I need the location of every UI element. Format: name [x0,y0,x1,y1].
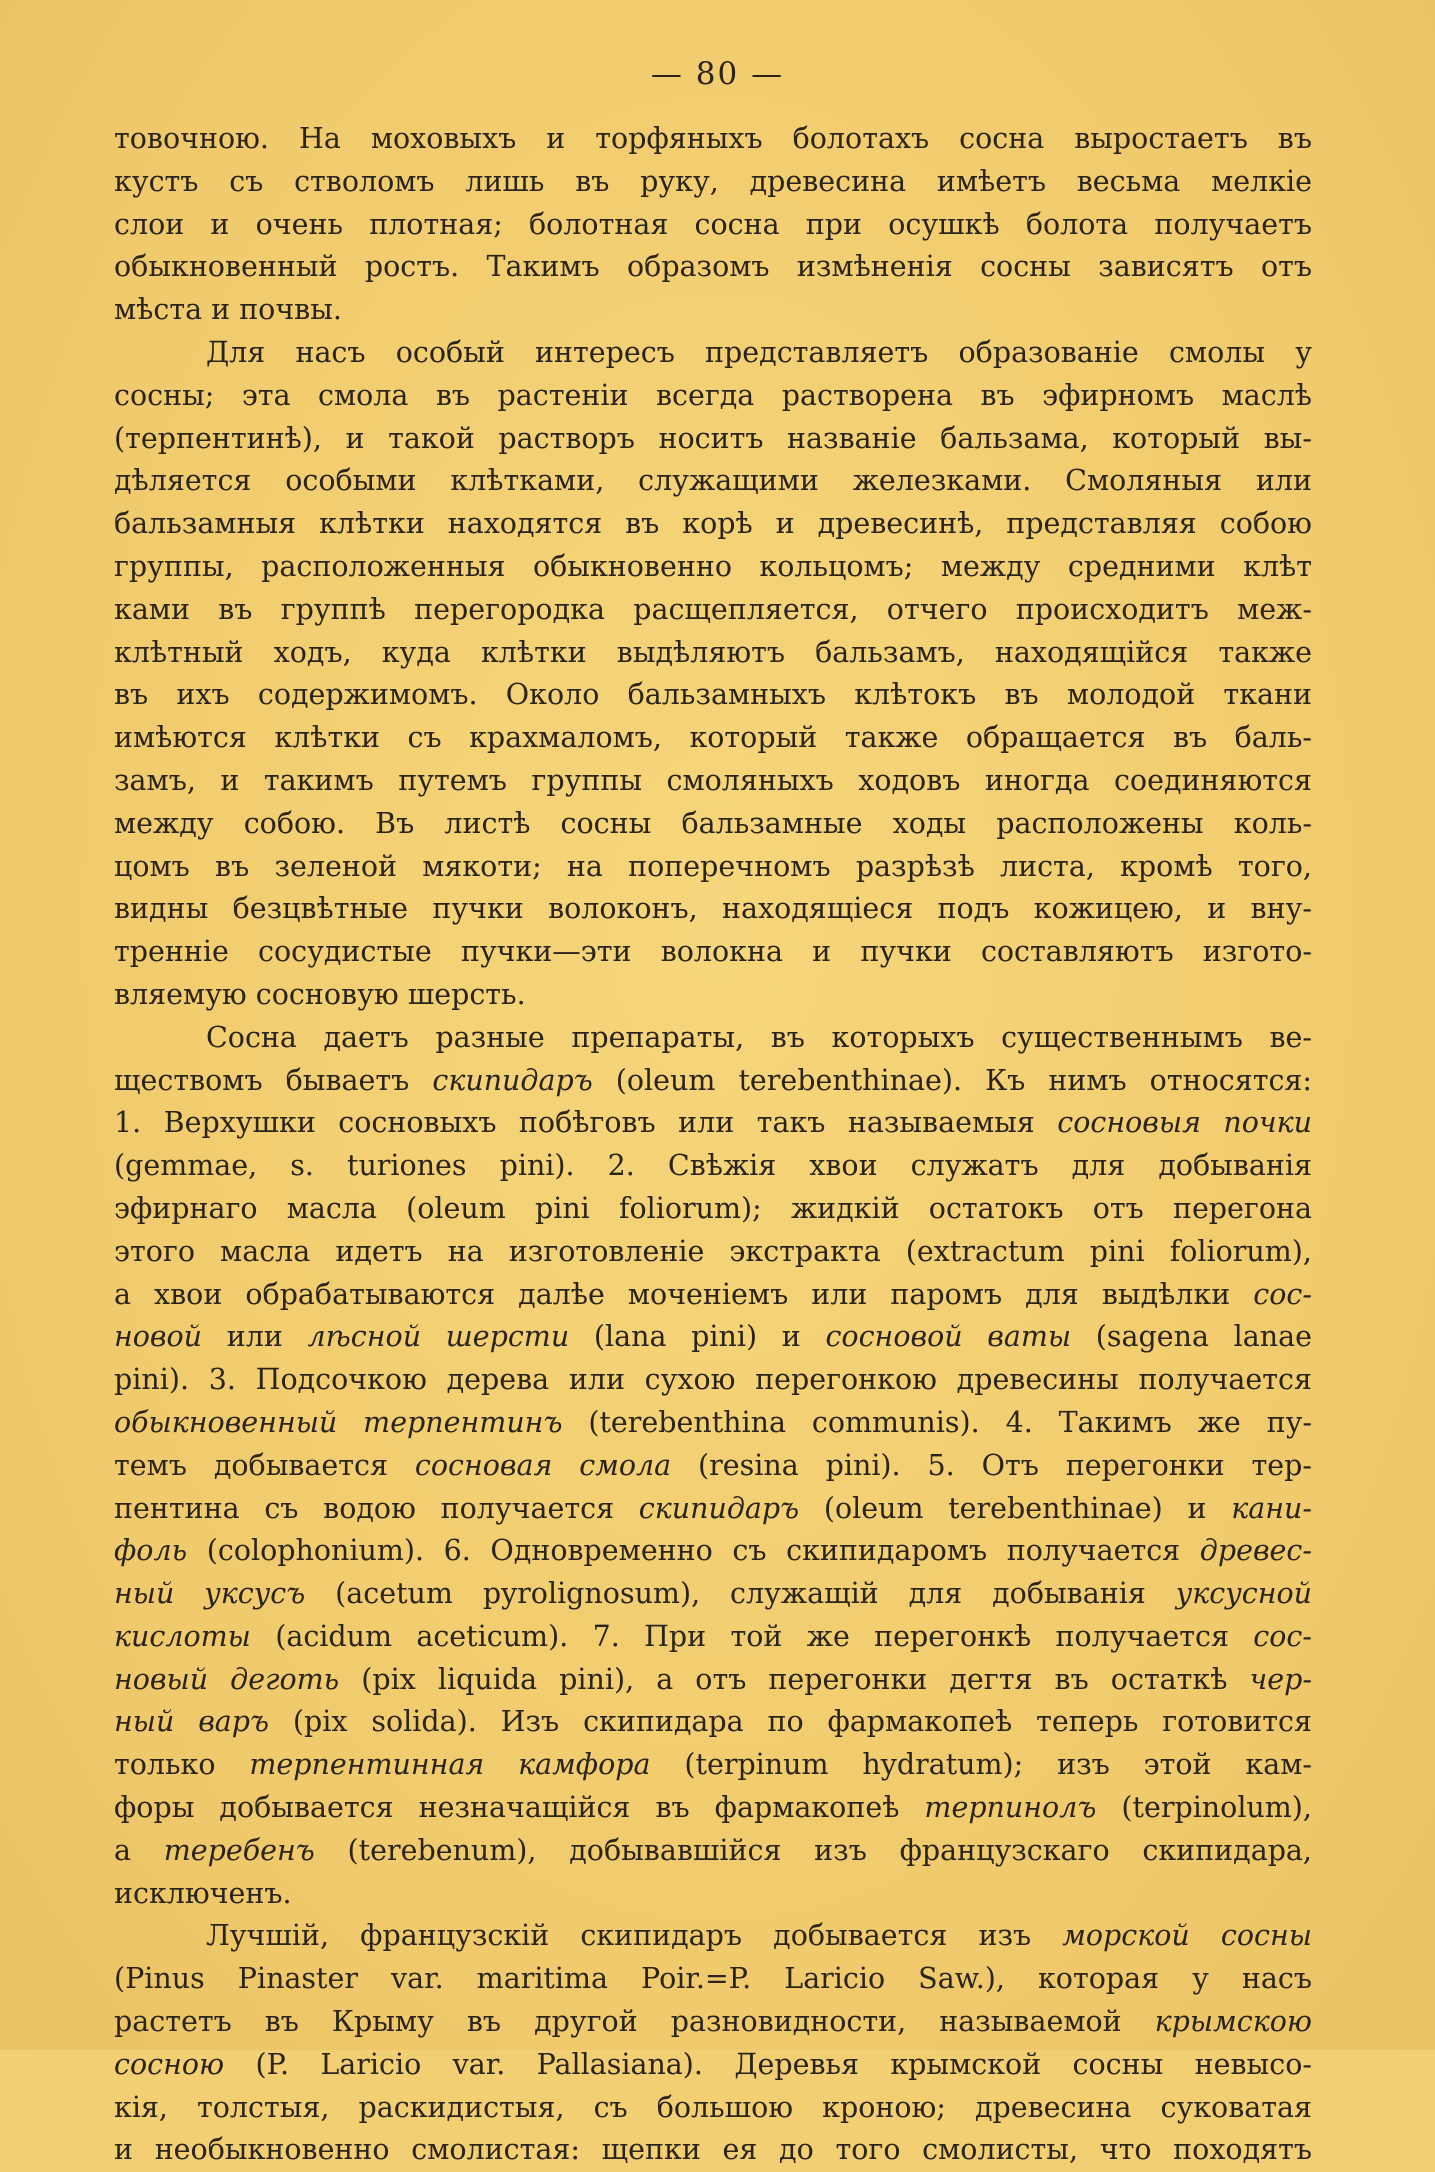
text-line [114,974,1312,1017]
text-line [114,246,1312,289]
text-run: дѣляется особыми клѣтками, служащими железками. Смоляныя или [114,464,1312,498]
text-line [114,1787,1312,1830]
italic-term: сосновыя почки [1057,1106,1312,1140]
text-line [114,1659,1312,1702]
italic-term: крымскою [1154,2005,1312,2039]
text-line [114,674,1312,717]
text-line [114,2044,1312,2087]
text-run: мѣста и почвы. [114,293,342,327]
text-run: (acidum aceticum). 7. При той же перегонкѣ получается [250,1619,1254,1653]
text-run: въ ихъ содержимомъ. Около бальзамныхъ клѣтокъ въ молодой ткани [114,678,1312,712]
text-line [114,1958,1312,2001]
text-line [114,1530,1312,1573]
text-line [114,931,1312,974]
italic-term: ный варъ [114,1705,270,1739]
text-line [114,418,1312,461]
text-run: видны безцвѣтные пучки волоконъ, находящіеся подъ кожицею, и вну- [114,892,1312,926]
text-line [114,375,1312,418]
text-line [114,2087,1312,2130]
text-run: эфирнаго масла (oleum pini foliorum); жидкій остатокъ отъ перегона [114,1191,1312,1225]
text-line [114,460,1312,503]
italic-term: обыкновенный терпентинъ [114,1405,563,1439]
text-line [114,1445,1312,1488]
text-line [114,1188,1312,1231]
text-line [114,1231,1312,1274]
text-run: исключенъ. [114,1876,292,1910]
italic-term: теребенъ [163,1833,315,1867]
text-run: Для насъ особый интересъ представляетъ образованіе смолы у [206,335,1312,369]
text-line [114,632,1312,675]
text-run: или [202,1320,308,1354]
text-line [114,1915,1312,1958]
text-run: темъ добывается [114,1448,415,1482]
text-line [114,1017,1312,1060]
text-line [114,2001,1312,2044]
page-number: — 80 — [650,56,785,92]
text-line [114,1573,1312,1616]
text-line [114,161,1312,204]
italic-term: сос- [1253,1277,1312,1311]
italic-term: кислоты [114,1619,251,1653]
italic-term: фоль [114,1534,188,1568]
text-run: (terebenum), добывавшійся изъ французскаго скипидара, [314,1833,1312,1867]
italic-term: сосновой ваты [825,1320,1072,1354]
text-run: бальзамныя клѣтки находятся въ корѣ и древесинѣ, представляя собою [114,507,1312,541]
text-run: кустъ съ стволомъ лишь въ руку, древесина имѣетъ весьма мелкіе [114,164,1312,198]
text-run: Лучшій, французскій скипидаръ добывается изъ [206,1919,1063,1953]
text-run: кія, толстыя, раскидистыя, съ большою кроною; древесина суковатая [114,2090,1312,2124]
text-run: (pix solida). Изъ скипидара по фармакопеѣ теперь готовится [269,1705,1312,1739]
text-run: между собою. Въ листѣ сосны бальзамные ходы расположены коль- [114,806,1312,840]
text-line [114,1060,1312,1103]
text-line [114,1359,1312,1402]
text-run: (gemmae, s. turiones pini). 2. Свѣжія хвои служатъ для добыванія [114,1149,1312,1183]
text-line [114,1402,1312,1445]
text-line [114,888,1312,931]
text-line [114,1316,1312,1359]
text-run: (resina pini). 5. Отъ перегонки тер- [671,1448,1312,1482]
text-line [114,1145,1312,1188]
text-run: (terpinum hydratum); изъ этой кам- [650,1748,1312,1782]
text-run: а [114,1833,164,1867]
text-line [114,1616,1312,1659]
text-line [114,503,1312,546]
text-run: имѣются клѣтки съ крахмаломъ, который также обращается въ баль- [114,721,1312,755]
text-run: (colophonium). 6. Одновременно съ скипидаромъ получается [187,1534,1200,1568]
text-line [114,846,1312,889]
text-run: pini). 3. Подсочкою дерева или сухою перегонкою древесины получается [114,1363,1312,1397]
text-line [114,1102,1312,1145]
text-line [114,589,1312,632]
text-line [114,1274,1312,1317]
text-run: тренніе сосудистые пучки—эти волокна и пучки составляютъ изгото- [114,935,1312,969]
text-run: форы добывается незначащійся въ фармакопеѣ [114,1791,925,1825]
italic-term: древес- [1199,1534,1312,1568]
italic-term: новой [114,1320,203,1354]
text-line [114,204,1312,247]
text-run: (Pinus Pinaster var. maritima Poir.=P. Laricio Saw.), которая у насъ [114,1962,1312,1996]
text-run: а хвои обрабатываются далѣе моченіемъ или паромъ для выдѣлки [114,1277,1254,1311]
text-run: ками въ группѣ перегородка расщепляется, отчего происходитъ меж- [114,592,1312,626]
text-run: (pix liquida pini), а отъ перегонки дегтя въ остаткѣ [339,1662,1250,1696]
text-run: группы, расположенныя обыкновенно кольцомъ; между средними клѣт [114,549,1312,583]
text-run: (sagena lanae [1071,1320,1312,1354]
text-line [114,1488,1312,1531]
text-run: товочною. На моховыхъ и торфяныхъ болотахъ сосна выростаетъ въ [114,122,1312,155]
italic-term: кани- [1231,1491,1312,1525]
italic-term: новый деготь [114,1662,340,1696]
italic-term: сос- [1253,1619,1312,1653]
text-line [114,289,1312,332]
text-run: (oleum terebenthinae) и [799,1491,1232,1525]
text-line [114,803,1312,846]
text-run: (acetum pyrolignosum), служащій для добыванія [305,1577,1176,1611]
text-run: вляемую сосновую шерсть. [114,977,526,1011]
italic-term: лѣсной шерсти [307,1320,570,1354]
text-run: (lana pini) и [569,1320,826,1354]
text-run: 1. Верхушки сосновыхъ побѣговъ или такъ называемыя [114,1106,1058,1140]
text-run: этого масла идетъ на изготовленіе экстракта (extractum pini foliorum), [114,1234,1312,1268]
italic-term: сосновая смола [414,1448,672,1482]
text-line [114,1701,1312,1744]
text-line [114,118,1312,161]
text-run: (терпентинѣ), и такой растворъ носитъ названіе бальзама, который вы- [114,421,1312,455]
italic-term: уксусной [1175,1577,1312,1611]
text-run: слои и очень плотная; болотная сосна при осушкѣ болота получаетъ [114,207,1312,241]
text-line [114,760,1312,803]
italic-term: сосною [114,2047,225,2081]
text-run: клѣтный ходъ, куда клѣтки выдѣляютъ бальзамъ, находящійся также [114,635,1312,669]
text-run: (oleum terebenthinae). Къ нимъ относятся: [592,1063,1312,1097]
text-line [114,2129,1312,2172]
text-line [114,1744,1312,1787]
text-run: Сосна даетъ разные препараты, въ которыхъ существеннымъ ве- [206,1020,1312,1054]
text-run: (P. Laricio var. Pallasiana). Деревья крымской сосны невысо- [224,2047,1312,2081]
text-run: (terpinolum), [1096,1791,1312,1825]
text-line [114,332,1312,375]
text-line [114,1830,1312,1873]
italic-term: чер- [1249,1662,1312,1696]
text-run: пентина съ водою получается [114,1491,639,1525]
text-line [114,1873,1312,1916]
italic-term: скипидаръ [638,1491,800,1525]
italic-term: скипидаръ [432,1063,593,1097]
italic-term: морской сосны [1062,1919,1312,1953]
text-run: и необыкновенно смолистая: щепки ея до того смолисты, что походятъ [114,2133,1312,2167]
italic-term: ный уксусъ [114,1577,306,1611]
text-run: только [114,1748,250,1782]
italic-term: терпинолъ [924,1791,1097,1825]
text-run: растетъ въ Крыму въ другой разновидности, называемой [114,2005,1155,2039]
text-line [114,546,1312,589]
body-text [114,118,1312,2172]
text-line [114,717,1312,760]
text-run: замъ, и такимъ путемъ группы смоляныхъ ходовъ иногда соединяются [114,763,1312,797]
text-run: обыкновенный ростъ. Такимъ образомъ измѣненія сосны зависятъ отъ [114,250,1312,284]
text-run: сосны; эта смола въ растеніи всегда растворена въ эфирномъ маслѣ [114,378,1312,412]
italic-term: терпентинная камфора [249,1748,651,1782]
text-run: цомъ въ зеленой мякоти; на поперечномъ разрѣзѣ листа, кромѣ того, [114,849,1312,883]
text-run: (terebenthina communis). 4. Такимъ же пу- [562,1405,1312,1439]
text-run: ществомъ бываетъ [114,1063,433,1097]
